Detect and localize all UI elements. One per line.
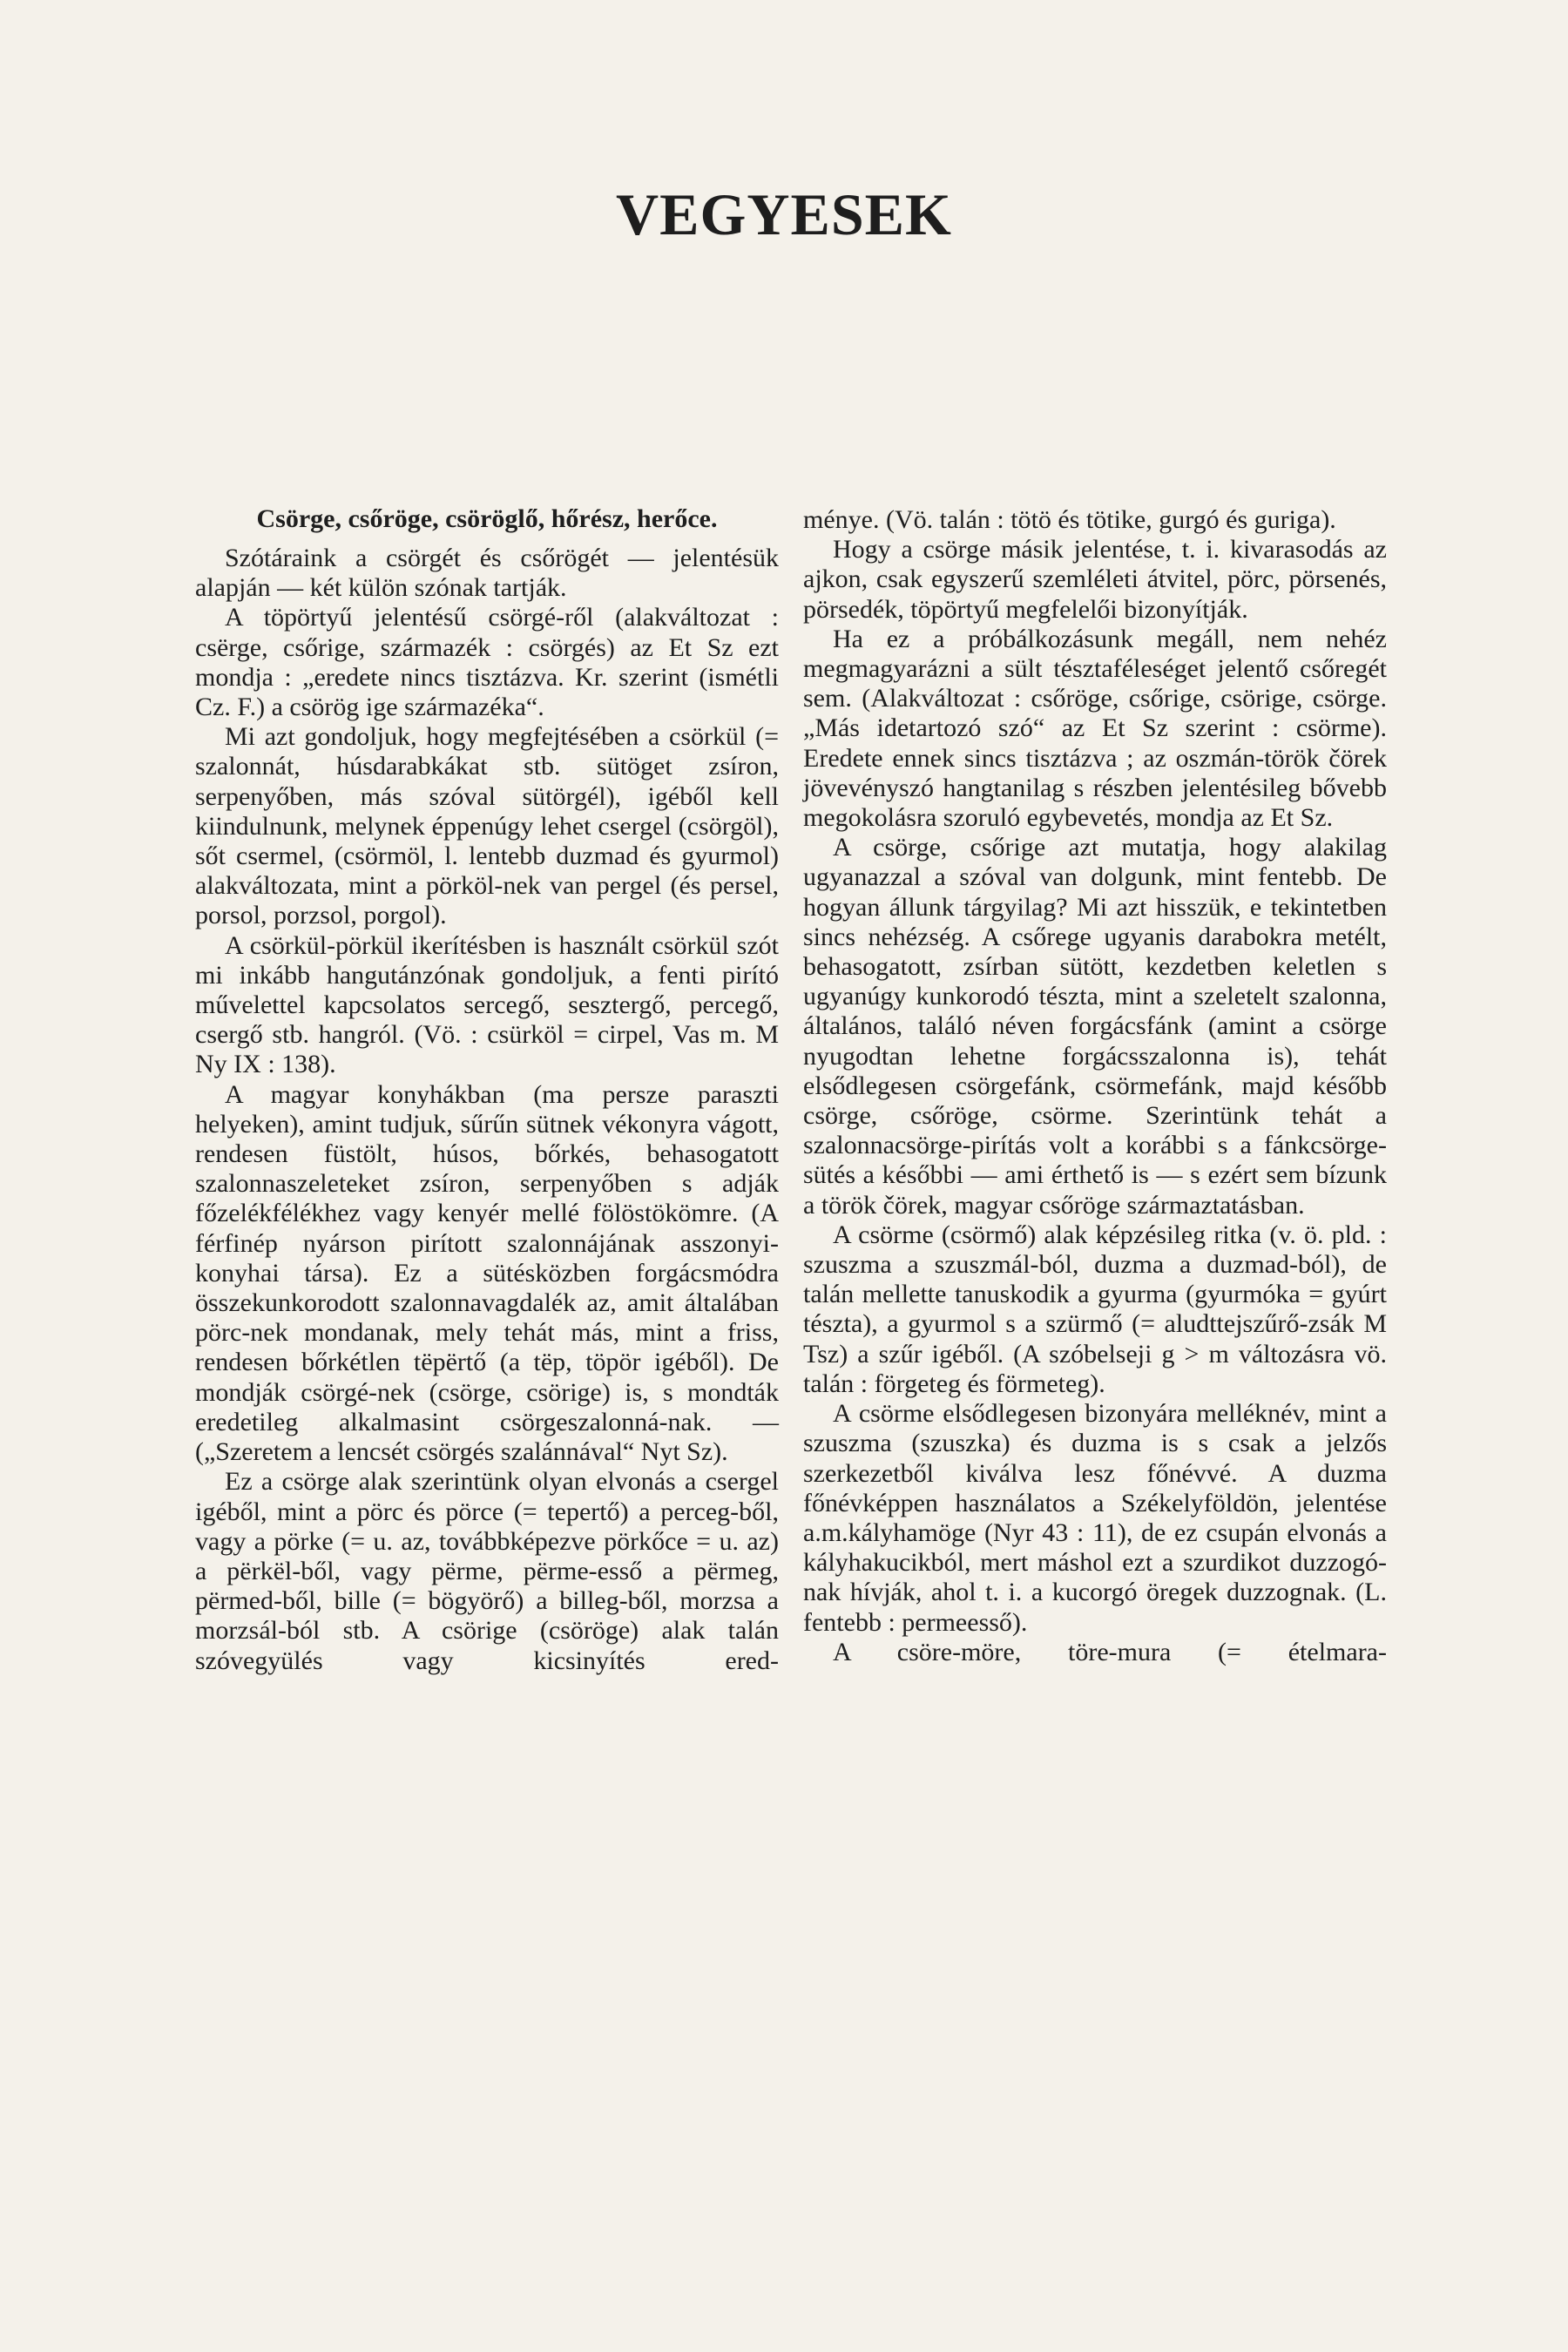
paragraph: A csörme (csörmő) alak képzésileg ritka (v. ö. pld. : szuszma a szuszmál-ból, duzma a duzmad-ból), de talán mellette tanuskodik a gyurma (gyurmóka = gyúrt tészta), a gyurmol s a szürmő (= aludttejszűrő-zsák M Tsz) a szűr igéből. (A szóbelseji g > m változásra vö. talán : förgeteg és förmeteg). <box>803 1220 1387 1398</box>
paragraph: ménye. (Vö. talán : tötö és tötike, gurgó és guriga). <box>803 505 1336 534</box>
paragraph: Ez a csörge alak szerintünk olyan elvonás a csergel igéből, mint a pörc és pörce (= tepertő) a perceg-ből, vagy a pörke (= u. az, továbbképezve pörkőce = u. az) a përkël-ből, vagy përme, përme-esső a përmeg, përmed-ből, bille (= bögyörő) a billeg-ből, morzsa a morzsál-ból stb. A csörige (csöröge) alak talán szóvegyülés vagy kicsinyítés ered- <box>195 1467 779 1675</box>
paragraph: A csörme elsődlegesen bizonyára melléknév, mint a szuszma (szuszka) és duzma is s csak a jelzős szerkezetből kiválva lesz főnévvé. A duzma főnévképpen használatos a Székelyföldön, jelentése a.m.kályhamöge (Nyr 43 : 11), de ez csupán elvonás a kályhakucikból, mert máshol ezt a szurdikot duzzogó-nak hívják, ahol t. i. a kucorgó öregek duzzognak. (L. fentebb : permeesső). <box>803 1399 1387 1637</box>
paragraph: A magyar konyhákban (ma persze paraszti helyeken), amint tudjuk, sűrűn sütnek vékonyra vágott, rendesen füstölt, húsos, bőrkés, behasogatott szalonnaszeleteket zsíron, serpenyőben s adják főzelékfélékhez vagy kenyér mellé fölöstökömre. (A férfinép nyárson pirított szalonnájának asszonyi-konyhai társa). Ez a sütésközben forgácsmódra összekunkorodott szalonnavagdalék az, amit általában pörc-nek mondanak, mely tehát más, mint a friss, rendesen bőrkétlen tëpërtő (a tëp, töpör igéből). De mondják csörgé-nek (csörge, csörige) is, s mondták eredetileg alkalmasint csörgeszalonná-nak. — („Szeretem a lencsét csörgés szalánnával“ Nyt Sz). <box>195 1079 779 1467</box>
article-heading: Csörge, csőröge, csöröglő, hőrész, herőce. <box>256 504 718 533</box>
left-column <box>195 505 779 1676</box>
page-title: VEGYESEK <box>616 181 952 247</box>
paragraph: Ha ez a próbálkozásunk megáll, nem nehéz megmagyarázni a sült tésztaféleséget jelentő csőregét sem. (Alakváltozat : csőröge, csőrige, csörige, csörge. „Más idetartozó szó“ az Et Sz szerint : csörme). Eredete ennek sincs tisztázva ; az oszmán-török čörek jövevényszó hangtanilag s részben jelentésileg bővebb megokolásra szoruló egybevetés, mondja az Et Sz. <box>803 624 1387 833</box>
paragraph: A csörge, csőrige azt mutatja, hogy alakilag ugyanazzal a szóval van dolgunk, mint fentebb. De hogyan állunk tárgyilag? Mi azt hisszük, e tekintetben sincs nehézség. A csőrege ugyanis darabokra metélt, behasogatott, zsírban sütött, kezdetben keletlen s ugyanúgy kunkorodó tészta, mint a szeletelt szalonna, általános, találó néven forgácsfánk (amint a csörge nyugodtan lehetne forgácsszalonna is), tehát elsődlegesen csörgefánk, csörmefánk, majd később csörge, csőröge, csörme. Szerintünk tehát a szalonnacsörge-pirítás volt a korábbi s a fánkcsörge-sütés a későbbi — ami érthető is — s ezért sem bízunk a török čörek, magyar csőröge származtatásban. <box>803 833 1387 1220</box>
right-column <box>803 505 1387 1667</box>
paragraph: A töpörtyű jelentésű csörgé-ről (alakváltozat : csërge, csőrige, származék : csörgés) az Et Sz ezt mondja : „eredete nincs tisztázva. Kr. szerint (ismétli Cz. F.) a csörög ige származéka“. <box>195 603 779 722</box>
paragraph: A csöre-möre, töre-mura (= ételmara- <box>833 1637 1387 1666</box>
paragraph: A csörkül-pörkül ikerítésben is használt csörkül szót mi inkább hangutánzónak gondoljuk, a fenti pirító művelettel kapcsolatos sercegő, sesztergő, percegő, csergő stb. hangról. (Vö. : csürköl = cirpel, Vas m. M Ny IX : 138). <box>195 930 779 1079</box>
paragraph: Mi azt gondoljuk, hogy megfejtésében a csörkül (= szalonnát, húsdarabkákat stb. sütöget zsíron, serpenyőben, más szóval sütörgél), igéből kell kiindulnunk, melynek éppenúgy lehet csergel (csörgöl), sőt csermel, (csörmöl, l. lentebb duzmad és gyurmol) alakváltozata, mint a pörköl-nek van pergel (és persel, porsol, porzsol, porgol). <box>195 722 779 930</box>
paragraph: Szótáraink a csörgét és csőrögét — jelentésük alapján — két külön szónak tartják. <box>195 544 779 603</box>
paragraph: Hogy a csörge másik jelentése, t. i. kivarasodás az ajkon, csak egyszerű szemléleti átvitel, pörc, pörsenés, pörsedék, töpörtyű megfelelői bizonyítják. <box>803 535 1387 624</box>
